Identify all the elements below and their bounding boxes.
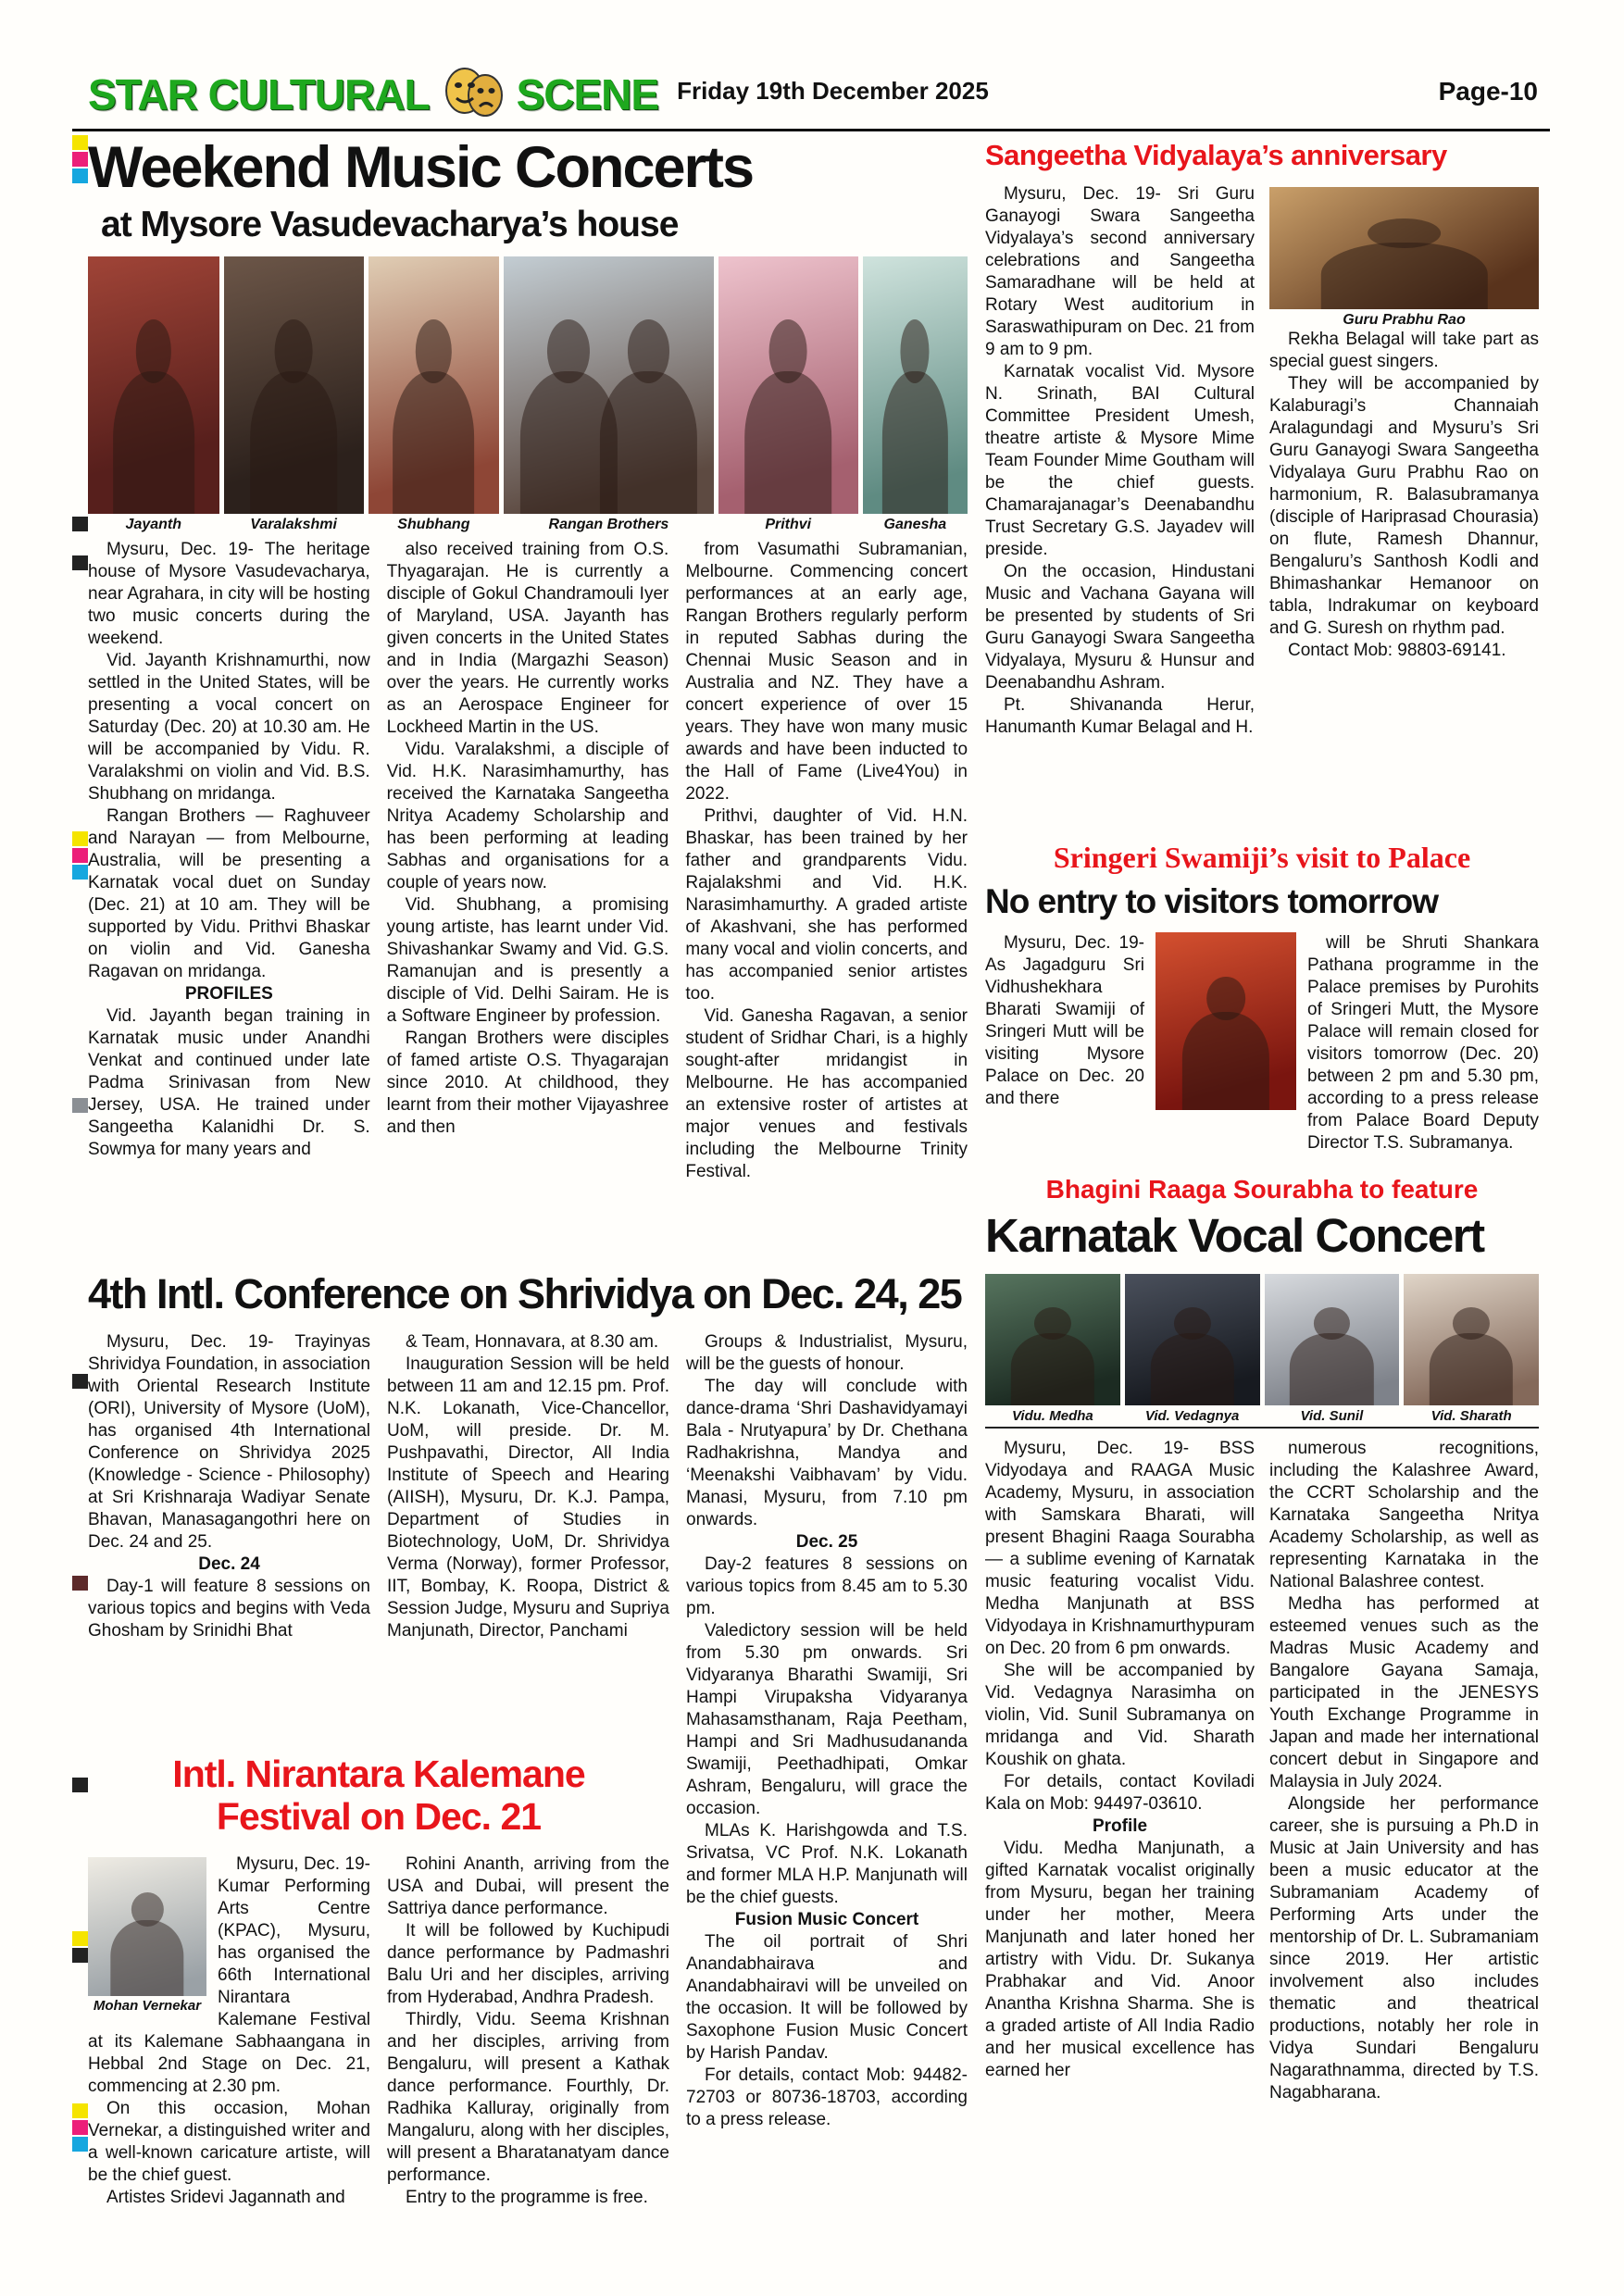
article-column-3 xyxy=(685,539,968,1254)
paragraph: Day-1 will feature 8 sessions on various topics and begins with Veda Ghosham by Srinidhi Bhat xyxy=(88,1577,370,1641)
paragraph: Rekha Belagal will take part as special guest singers. xyxy=(1269,330,1539,371)
article-karnatak-vocal-concert xyxy=(985,1175,1539,2104)
paragraph: Inauguration Session will be held between 11 am and 12.15 pm. Prof. N.K. Lokanath, Vice-Chancellor, UoM, will preside. Dr. M. Pushpavathi, Director, All India Institute of Speech and Hearing (AIISH), Mysuru, Dr. K.J. Pampa, Department of Studies in Biotechnology, UoM, Dr. Shrividya Verma (Norway), former Professor, IIT, Bombay, K. Roopa, District & Session Judge, Mysuru and Supriya Manjunath, Director, Panchami xyxy=(387,1354,669,1641)
photo-caption: Prithvi xyxy=(765,517,812,532)
article-column-2 xyxy=(387,1331,669,1729)
paragraph: numerous recognitions, including the Kalashree Award, the CCRT Scholarship and the Karnataka Sangeetha Nritya Academy Scholarship, as well as representing Karnataka in the National Balashree contest. xyxy=(1269,1439,1539,1591)
sringeri-kicker: Sringeri Swamiji’s visit to Palace xyxy=(1053,841,1471,874)
sub-heading: Dec. 24 xyxy=(198,1554,260,1574)
photo-shubhang xyxy=(369,256,500,514)
paragraph: Mysuru, Dec. 19- The heritage house of Mysore Vasudevacharya, near Agrahara, in city will be hosting two music concerts during the weekend. xyxy=(88,540,370,648)
registration-mark xyxy=(72,1098,88,1113)
registration-mark xyxy=(72,1778,88,1792)
photo-block xyxy=(88,1857,206,2015)
brand-left: STAR CULTURAL xyxy=(88,70,430,119)
person-silhouette xyxy=(110,1920,183,1996)
article-column-1 xyxy=(985,183,1255,831)
article-column-2 xyxy=(387,1853,669,2252)
weekend-body xyxy=(88,539,968,1254)
paragraph: Mysuru, Dec. 19- Kumar Performing Arts Centre (KPAC), Mysuru, has organised the 66th International Nirantara Kalemane Festival at its Kalemane Sabhaangana in Hebbal 2nd Stage on Dec. 21, commencing at 2.30 pm. xyxy=(88,1853,370,2096)
photo-cell xyxy=(863,256,968,533)
paragraph: Mysuru, Dec. 19- Sri Guru Ganayogi Swara Sangeetha Vidyalaya’s second anniversary celebrations and Sangeetha Samaradhane will be held at Rotary West auditorium in Saraswathipuram on Dec. 21 from 9 am to 9 pm. xyxy=(985,184,1255,359)
article-shrividya-conference xyxy=(88,1270,968,2252)
paragraph: from Vasumathi Subramanian, Melbourne. Commencing concert performances at an early age, Rangan Brothers regularly perform in reputed Sabhas during the Chennai Music Season and in Australia and NZ. They have a concert experience of over 15 years. They have won many music awards and have been inducted to the Hall of Fame (Live4You) in 2022. xyxy=(685,540,968,804)
paragraph: Thirdly, Vidu. Seema Krishnan and her disciples, arriving from Bengaluru, will present a Kathak dance performance. Fourthly, Dr. Radhika Kalluray, originally from Mangaluru, along with her disciples, will present a Bharatanatyam dance performance. xyxy=(387,2009,669,2185)
registration-mark xyxy=(72,848,88,863)
registration-mark xyxy=(72,2103,88,2118)
paragraph: Artistes Sridevi Jagannath and xyxy=(106,2187,345,2207)
masthead xyxy=(88,67,1538,119)
registration-mark xyxy=(72,135,88,150)
article-column-1 xyxy=(88,1331,370,1729)
registration-mark xyxy=(72,168,88,183)
paragraph: Vid. Shubhang, a promising young artiste, has learnt under Vid. Shivashankar Swamy and Vid. G.S. Ramanujan and is presently a disciple of Vid. Delhi Sairam. He is a Software Engineer by profession. xyxy=(386,895,669,1026)
photo-vedagnya xyxy=(1125,1274,1260,1405)
kalemane-headline-line1: Intl. Nirantara Kalemane xyxy=(172,1753,585,1795)
photo-caption: Shubhang xyxy=(397,517,470,532)
photo-jayanth xyxy=(88,256,219,514)
paragraph: & Team, Honnavara, at 8.30 am. xyxy=(406,1332,659,1352)
paragraph: Medha has performed at esteemed venues such as the Madras Music Academy and Bangalore Gayana Samaja, participated in the JENESYS Youth Exchange Programme in Japan and made her international concert debut in Singapore and Malaysia in July 2024. xyxy=(1269,1594,1539,1791)
weekend-headline: Weekend Music Concerts xyxy=(88,135,754,200)
paragraph: Entry to the programme is free. xyxy=(406,2187,648,2207)
person-silhouette xyxy=(393,371,474,514)
sangeetha-headline: Sangeetha Vidyalaya’s anniversary xyxy=(985,139,1447,171)
article-column-2 xyxy=(1269,183,1539,831)
column-text xyxy=(1269,329,1539,662)
person-silhouette xyxy=(882,371,947,514)
paragraph: Pt. Shivananda Herur, Hanumanth Kumar Belagal and H. xyxy=(985,695,1255,737)
person-silhouette xyxy=(1320,243,1487,309)
paragraph: For details, contact Koviladi Kala on Mob: 94497-03610. xyxy=(985,1772,1255,1814)
paragraph: The day will conclude with dance-drama ‘Shri Dashavidyamayi Bala - Nrutyapura’ by Dr. Chethana Radhakrishna, Mandya and ‘Meenakshi Vaibhavam’ by Vidu. Manasi, Mysuru, from 7.10 pm onwards. xyxy=(686,1377,968,1529)
conference-headline: 4th Intl. Conference on Shrividya on Dec. 24, 25 xyxy=(88,1270,962,1317)
sub-heading: PROFILES xyxy=(184,984,273,1004)
paragraph: Vidu. Medha Manjunath, a gifted Karnatak vocalist originally from Mysuru, began her training under her mother, Meera Manjunath and later honed her artistry with Vidu. Dr. Sukanya Prabhakar and Vid. Anoor Anantha Krishna Sharma. She is a graded artiste of All India Radio and her musical excellence has earned her xyxy=(985,1839,1255,2080)
person-silhouette xyxy=(744,371,831,514)
photo-guru-prabhu-rao xyxy=(1269,187,1539,309)
photo-sunil xyxy=(1265,1274,1400,1405)
article-column-2 xyxy=(1269,1438,1539,2104)
conference-left xyxy=(88,1331,669,2252)
article-kalemane-festival xyxy=(88,1753,669,2252)
paragraph: They will be accompanied by Kalaburagi’s Channaiah Aralagundagi and Mysuru’s Sri Guru Ganayogi Swara Sangeetha Vidyalaya Guru Prabhu Rao on harmonium, R. Balasubramanya (disciple of Hariprasad Chourasia) on flute, Ramesh Dhannur, Bengaluru’s Santhosh Kodli and Bhimashankar Hemanoor on tabla, Indrakumar on keyboard and G. Suresh on rhythm pad. xyxy=(1269,374,1539,638)
photo-cell xyxy=(1404,1274,1539,1424)
photo-cell xyxy=(718,256,858,533)
photo-cell xyxy=(985,1274,1120,1424)
paragraph: Groups & Industrialist, Mysuru, will be the guests of honour. xyxy=(686,1332,968,1374)
page-number: Page-10 xyxy=(1438,76,1538,106)
karnatak-body xyxy=(985,1438,1539,2104)
paragraph: also received training from O.S. Thyagarajan. He is currently a disciple of Gokul Chandramouli Iyer of Maryland, USA. Jayanth has given concerts in the United States and in India (Margazhi Season) over the years. He currently works as an Aerospace Engineer for Lockheed Martin in the US. xyxy=(386,540,669,737)
sringeri-headline: No entry to visitors tomorrow xyxy=(985,882,1439,920)
registration-mark xyxy=(72,1576,88,1591)
photo-medha xyxy=(985,1274,1120,1405)
conference-columns xyxy=(88,1331,669,1729)
sringeri-text-left: Mysuru, Dec. 19- As Jagadguru Sri Vidhushekhara Bharati Swamiji of Sringeri Mutt will be visiting Mysore Palace on Dec. 20 and there xyxy=(985,933,1144,1108)
photo-cell xyxy=(88,256,219,533)
person-silhouette xyxy=(1150,1333,1233,1405)
photo-cell xyxy=(1265,1274,1400,1424)
article-column-1 xyxy=(985,1438,1255,2104)
photo-varalakshmi xyxy=(224,256,364,514)
person-silhouette xyxy=(113,371,194,514)
registration-mark xyxy=(72,517,88,531)
right-region xyxy=(985,139,1539,2104)
masthead-rule xyxy=(72,129,1550,131)
article-column-1 xyxy=(88,539,370,1254)
photo-caption: Ganesha xyxy=(883,517,947,532)
paragraph: On the occasion, Hindustani Music and Vachana Gayana will be presented by students of Sri Guru Ganayogi Swara Sangeetha Vidyalaya, Mysuru & Hunsur and Deenabandhu Ashram. xyxy=(985,562,1255,693)
sub-heading: Fusion Music Concert xyxy=(734,1910,919,1929)
paragraph: For details, contact Mob: 94482-72703 or 80736-18703, according to a press release. xyxy=(686,2065,968,2129)
photo-caption: Rangan Brothers xyxy=(548,517,669,532)
photo-prithvi xyxy=(718,256,858,514)
photo-caption: Vid. Sunil xyxy=(1300,1408,1364,1424)
kalemane-body xyxy=(88,1853,669,2252)
kalemane-headline-line2: Festival on Dec. 21 xyxy=(216,1794,542,1838)
photo-mohan-vernekar xyxy=(88,1857,206,1996)
registration-mark xyxy=(72,2137,88,2152)
article-sangeetha-anniversary xyxy=(985,139,1539,831)
conference-body xyxy=(88,1331,968,2252)
paragraph: Prithvi, daughter of Vid. H.N. Bhaskar, has been trained by her father and grandparents Vidu. Rajalakshmi and Vid. H.K. Narasimhamurthy. A graded artiste of Akashvani, she has performed many vocal and violin concerts, and has accompanied senior artistes too. xyxy=(685,806,968,1004)
paragraph: Vid. Jayanth began training in Karnatak music under Anandhi Venkat and continued under late Padma Srinivasan from New Jersey, USA. He trained under Sangeetha Kalanidhi Dr. S. Sowmya for many years and xyxy=(88,1006,370,1159)
paragraph: Day-2 features 8 sessions on various topics from 8.45 am to 5.30 pm. xyxy=(686,1554,968,1618)
registration-mark xyxy=(72,555,88,570)
person-silhouette xyxy=(250,371,337,514)
brand-right: SCENE xyxy=(516,70,659,119)
registration-mark xyxy=(72,152,88,167)
issue-date: Friday 19th December 2025 xyxy=(677,77,989,105)
photo-sharath xyxy=(1404,1274,1539,1405)
paragraph: Mysuru, Dec. 19- Trayinyas Shrividya Foundation, in association with Oriental Research Institute (ORI), University of Mysore (UoM), has organised 4th International Conference on Shrividya 2025 (Knowledge - Science - Philosophy) at Sri Krishnaraja Wadiyar Senate Bhavan, Manasagangothri here on Dec. 24 and 25. xyxy=(88,1332,370,1552)
photo-caption: Mohan Vernekar xyxy=(93,1997,202,2014)
registration-mark xyxy=(72,1948,88,1963)
photo-caption: Vid. Sharath xyxy=(1430,1408,1512,1424)
sub-heading: Profile xyxy=(1092,1816,1148,1836)
paragraph: Vidu. Varalakshmi, a disciple of Vid. H.K. Narasimhamurthy, has received the Karnataka Sangeetha Nritya Academy Scholarship and has been performing at leading Sabhas and organisations for a couple of years now. xyxy=(386,740,669,892)
registration-mark xyxy=(72,831,88,846)
person-silhouette xyxy=(1182,1012,1269,1110)
karnatak-headline: Karnatak Vocal Concert xyxy=(985,1209,1484,1262)
sringeri-body xyxy=(985,932,1539,1154)
karnatak-kicker: Bhagini Raaga Sourabha to feature xyxy=(1045,1175,1479,1204)
paragraph: MLAs K. Harishgowda and T.S. Srivatsa, VC Prof. N.K. Lokanath and former MLA H.P. Manjunath will be the chief guests. xyxy=(686,1821,968,1907)
paragraph: Rangan Brothers were disciples of famed artiste O.S. Thyagarajan since 2010. At childhood, they learnt from their mother Vijayashree and then xyxy=(386,1029,669,1137)
paragraph: She will be accompanied by Vid. Vedagnya Narasimha on violin, Vid. Sunil Subramanya on mridanga and Vid. Sharath Koushik on ghata. xyxy=(985,1661,1255,1769)
paragraph: Rohini Ananth, arriving from the USA and Dubai, will present the Sattriya dance performance. xyxy=(387,1853,669,1918)
paragraph: Rangan Brothers — Raghuveer and Narayan — from Melbourne, Australia, will be presenting a Karnatak vocal duet on Sunday (Dec. 21) at 10 am. They will be supported by Vidu. Prithvi Bhaskar on violin and Vid. Ganesha Ragavan on mridanga. xyxy=(88,806,370,981)
paragraph: Contact Mob: 98803-69141. xyxy=(1288,641,1506,660)
kalemane-headline xyxy=(88,1753,669,1839)
article-column-1 xyxy=(88,1853,370,2252)
paragraph: Valedictory session will be held from 5.30 pm onwards. Sri Vidyaranya Bharathi Swamiji, Sri Hampi Virupaksha Vidyaranya Mahasamsthanam, Raja Peetham, Hampi and Sri Madhusudananda Swamiji, Peethadhipati, Omkar Ashram, Bengaluru, will grace the occasion. xyxy=(686,1621,968,1818)
article-sringeri-visit xyxy=(985,841,1539,1154)
paragraph: It will be followed by Kuchipudi dance performance by Padmashri Balu Uri and her disciples, arriving from Hyderabad, Andhra Pradesh. xyxy=(387,1920,669,2007)
registration-mark xyxy=(72,2120,88,2135)
paragraph: Vid. Jayanth Krishnamurthi, now settled in the United States, will be presenting a vocal concert on Saturday (Dec. 20) at 10.30 am. He will be accompanied by Vidu. R. Varalakshmi on violin and Vid. B.S. Shubhang on mridanga. xyxy=(88,651,370,804)
paragraph: Alongside her performance career, she is pursuing a Ph.D in Music at Jain University and has been a music educator at the Subramaniam Academy of Performing Arts under the mentorship of Dr. L. Subramaniam since 2019. Her artistic involvement also includes thematic and theatrical productions, notably her role in Vidya Sundari Bengaluru Nagarathnamma, directed by T.S. Nagabharana. xyxy=(1269,1794,1539,2103)
registration-mark xyxy=(72,1931,88,1946)
photo-caption: Varalakshmi xyxy=(250,517,337,532)
article-column-3 xyxy=(686,1331,968,2252)
photo-cell xyxy=(504,256,714,533)
person-silhouette xyxy=(1011,1333,1094,1405)
person-silhouette xyxy=(600,371,696,514)
weekend-photo-strip xyxy=(88,256,968,533)
photo-caption: Vidu. Medha xyxy=(1011,1408,1093,1424)
drama-masks-icon xyxy=(437,67,509,125)
photo-caption: Guru Prabhu Rao xyxy=(1343,312,1466,328)
sringeri-text-right: will be Shruti Shankara Pathana programme in the Palace premises by Purohits of Sringeri Mutt, the Mysore Palace will remain closed for visitors tomorrow (Dec. 20) between 2 pm and 5.30 pm, according to a press release from Palace Board Deputy Director T.S. Subramanya. xyxy=(1307,933,1539,1153)
brand-logo xyxy=(88,67,658,119)
photo-sringeri-swamiji xyxy=(1156,932,1296,1110)
registration-mark xyxy=(72,865,88,880)
paragraph: Mysuru, Dec. 19- BSS Vidyodaya and RAAGA Music Academy, Mysuru, in association with Samskara Bharati, will present Bhagini Raaga Sourabha — a sublime evening of Karnatak music featuring vocalist Vidu. Medha Manjunath at BSS Vidyodaya in Krishnamurthypuram on Dec. 20 from 6 pm onwards. xyxy=(985,1439,1255,1658)
paragraph: The oil portrait of Shri Anandabhairava and Anandabhairavi will be unveiled on the occasion. It will be followed by Saxophone Fusion Music Concert by Harish Pandav. xyxy=(686,1932,968,2063)
paragraph: On this occasion, Mohan Vernekar, a distinguished writer and a well-known caricature artiste, will be the chief guest. xyxy=(88,2098,370,2185)
photo-cell xyxy=(369,256,500,533)
paragraph: Karnatak vocalist Vid. Mysore N. Srinath, BAI Cultural Committee President Umesh, theatre artiste & Mysore Mime Team Founder Mime Goutham will be the chief guests. Chamarajanagar’s Deenabandhu Trust Secretary G.S. Jayadev will preside. xyxy=(985,362,1255,559)
article-weekend-concerts xyxy=(88,135,968,1254)
sangeetha-body xyxy=(985,183,1539,831)
karnatak-photo-strip xyxy=(985,1274,1539,1429)
photo-cell xyxy=(1125,1274,1260,1424)
article-column-2 xyxy=(387,539,669,1254)
photo-rangan-brothers xyxy=(504,256,714,514)
person-silhouette xyxy=(1430,1333,1513,1405)
sub-heading: Dec. 25 xyxy=(795,1532,858,1552)
photo-cell xyxy=(224,256,364,533)
weekend-subheadline: at Mysore Vasudevacharya’s house xyxy=(101,205,679,244)
photo-ganesha xyxy=(863,256,968,514)
left-region xyxy=(88,135,968,2252)
paragraph: Vid. Ganesha Ragavan, a senior student of Sridhar Chari, is a highly sought-after mridangist in Melbourne. He has accompanied an extensive roster of artistes at major venues and festivals including the Melbourne Trinity Festival. xyxy=(685,1006,968,1181)
person-silhouette xyxy=(1290,1333,1373,1405)
photo-caption: Jayanth xyxy=(125,517,182,532)
photo-caption: Vid. Vedagnya xyxy=(1144,1408,1240,1424)
registration-mark xyxy=(72,1374,88,1389)
